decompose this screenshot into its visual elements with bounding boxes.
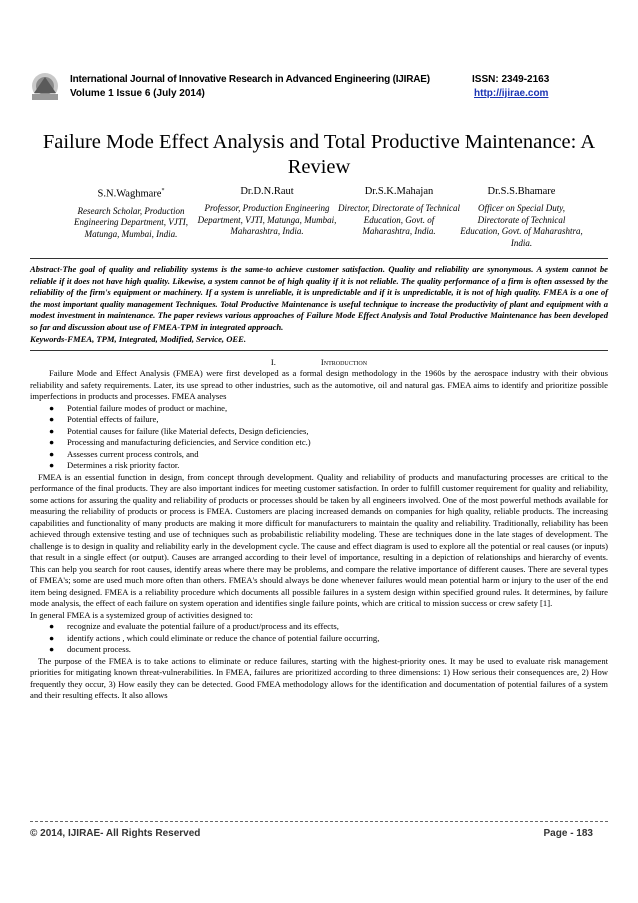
footer-divider (30, 821, 608, 822)
author-block (62, 185, 200, 240)
author-name: Dr.S.S.Bhamare (487, 186, 556, 197)
list-item: ● Potential causes for failure (like Material defects, Design deficiencies, (49, 425, 309, 436)
section-number: I. (270, 357, 276, 367)
abstract: Abstract-The goal of quality and reliability systems is the same-to achieve customer satisfaction. Quality and reliability are synonymous. A system cannot be reliable if it does not have high quality. Likewise, a system cannot be of high quality if it is not reliable. The quality performance of a firm is often assessed by the reliability of the firm's equipment or machinery. If a system is unreliable, it is unpredictable and if it is unpredictable, it is not of high quality. FMEA is a one of the most important quality management Techniques. Total Productive Maintenance is useful technique to increase the productivity of plant and equipment with a modest investment in maintenance. The paper reviews various approaches of Failure Mode Effect Analysis and Total Productive Maintenance has been developed so far and discussion about use of FMEA-TPM in integrated approach. (30, 264, 608, 332)
bullet-icon: ● (49, 644, 55, 654)
bullet-icon: ● (49, 437, 55, 447)
list-item: ● document process. (49, 644, 131, 654)
paragraph: In general FMEA is a systemized group of activities designed to: (30, 609, 253, 620)
bullet-list (30, 621, 608, 656)
author-block (192, 185, 342, 238)
page-number: Page - 183 (543, 828, 593, 839)
paragraph: Failure Mode and Effect Analysis (FMEA) were first developed as a formal design methodology in the 1960s by the aerospace industry with their obvious reliability and safety requirements. Later, its use spread to other industries, such as the automotive, oil and natural gas. FMEA aims to identify and prioritize possible imperfections in products and processes. FMEA analyses (30, 368, 608, 401)
bullet-icon: ● (49, 414, 55, 424)
list-item: ● recognize and evaluate the potential failure of a product/process and its effects, (49, 621, 339, 631)
bullet-icon: ● (49, 402, 55, 413)
list-item: ● Potential effects of failure, (49, 414, 159, 424)
author-block (459, 185, 584, 249)
list-item: ● Determines a risk priority factor. (49, 460, 180, 470)
paragraph: FMEA is an essential function in design, from concept through development. Quality and reliability of products and manufacturing processes are critical to the performance of the final products. They are also important indices for meeting customer satisfaction. In order to fulfill customer requirement for quality and reliability, some actions for assuring the quality and reliability of products or processes should be taken by all engineers involved. One of the most powerful methods available for measuring the reliability of products or process is FMEA. Customers are placing increased demands on companies for high quality, reliable products. The increasing capabilities and functionality of many products are making it more difficult for manufacturers to maintain the quality and reliability. Traditionally, reliability has been achieved through extensive testing and use of techniques such as probabilistic reliability modeling. These are techniques done in the late stages of development. The challenge is to design in quality and reliability early in the development cycle. The cause and effect diagram is used to explore all the potential or real causes (or inputs) that result in a single effect (or output). Causes are arranged according to their level of importance, resulting in a depiction of relationships and hierarchy of events. This can help you search for root causes, identify areas where there may be problems, and compare the relative importance of different causes. There are several types of FMEA's; some are used much more often than others. FMEA's should always be done whenever failures would mean potential harm or injury to the user of the end item being designed. FMEA is a reliability procedure which documents all possible failures in a system design within specified ground rules. It determines, by failure mode analysis, the effect of each failure on system operation and identifies single failure points, which are critical to mission success or crew safety [1]. (30, 471, 608, 608)
journal-logo (30, 71, 60, 103)
body-text (30, 368, 608, 702)
bullet-icon: ● (49, 448, 55, 459)
journal-url-link[interactable]: http://ijirae.com (474, 88, 549, 99)
bullet-icon: ● (49, 632, 55, 643)
volume-issue: Volume 1 Issue 6 (July 2014) (70, 88, 205, 99)
section-heading (30, 357, 608, 367)
bullet-icon: ● (49, 621, 55, 631)
journal-name: International Journal of Innovative Research in Advanced Engineering (IJIRAE) (70, 74, 430, 85)
copyright: © 2014, IJIRAE- All Rights Reserved (30, 828, 201, 839)
author-name: S.N.Waghmare* (97, 188, 165, 200)
author-affiliation: Professor, Production Engineering Department, VJTI, Matunga, Mumbai, Maharashtra, India. (197, 203, 337, 237)
bullet-icon: ● (49, 425, 55, 436)
keywords: Keywords-FMEA, TPM, Integrated, Modified, Service, OEE. (30, 334, 247, 344)
list-item: ● Assesses current process controls, and (49, 448, 199, 459)
bullet-list (30, 403, 608, 472)
list-item: ● Potential failure modes of product or machine, (49, 402, 228, 413)
divider (30, 350, 608, 351)
list-item: ● identify actions , which could eliminate or reduce the chance of potential failure occurring, (49, 632, 380, 643)
bullet-icon: ● (49, 460, 55, 470)
list-item: ● Processing and manufacturing deficiencies, and Service condition etc.) (49, 437, 311, 447)
author-block (338, 185, 460, 238)
issn: ISSN: 2349-2163 (472, 74, 550, 85)
author-affiliation: Research Scholar, Production Engineering Department, VJTI, Matunga, Mumbai, India. (74, 205, 188, 239)
paper-title: Failure Mode Effect Analysis and Total Productive Maintenance: A Review (42, 131, 596, 178)
author-name: Dr.D.N.Raut (240, 186, 294, 197)
divider (30, 258, 608, 259)
section-title: Introduction (320, 357, 368, 367)
author-affiliation: Officer on Special Duty, Directorate of Technical Education, Govt. of Maharashtra, India. (460, 203, 583, 248)
paragraph: The purpose of the FMEA is to take actions to eliminate or reduce failures, starting with the highest-priority ones. It may be used to evaluate risk management priorities for mitigating known threat-vulnerabilities. In FMEA, failures are prioritized according to three dimensions: 1) How serious their consequences are, 2) How frequently they occur, 3) How easily they can be detected. Good FMEA methodology allows for the identification and documentation of potential failures of a system and their resulting effects. It also allows (30, 655, 608, 700)
author-affiliation: Director, Directorate of Technical Education, Govt. of Maharashtra, India. (338, 203, 460, 237)
author-name: Dr.S.K.Mahajan (364, 186, 434, 197)
